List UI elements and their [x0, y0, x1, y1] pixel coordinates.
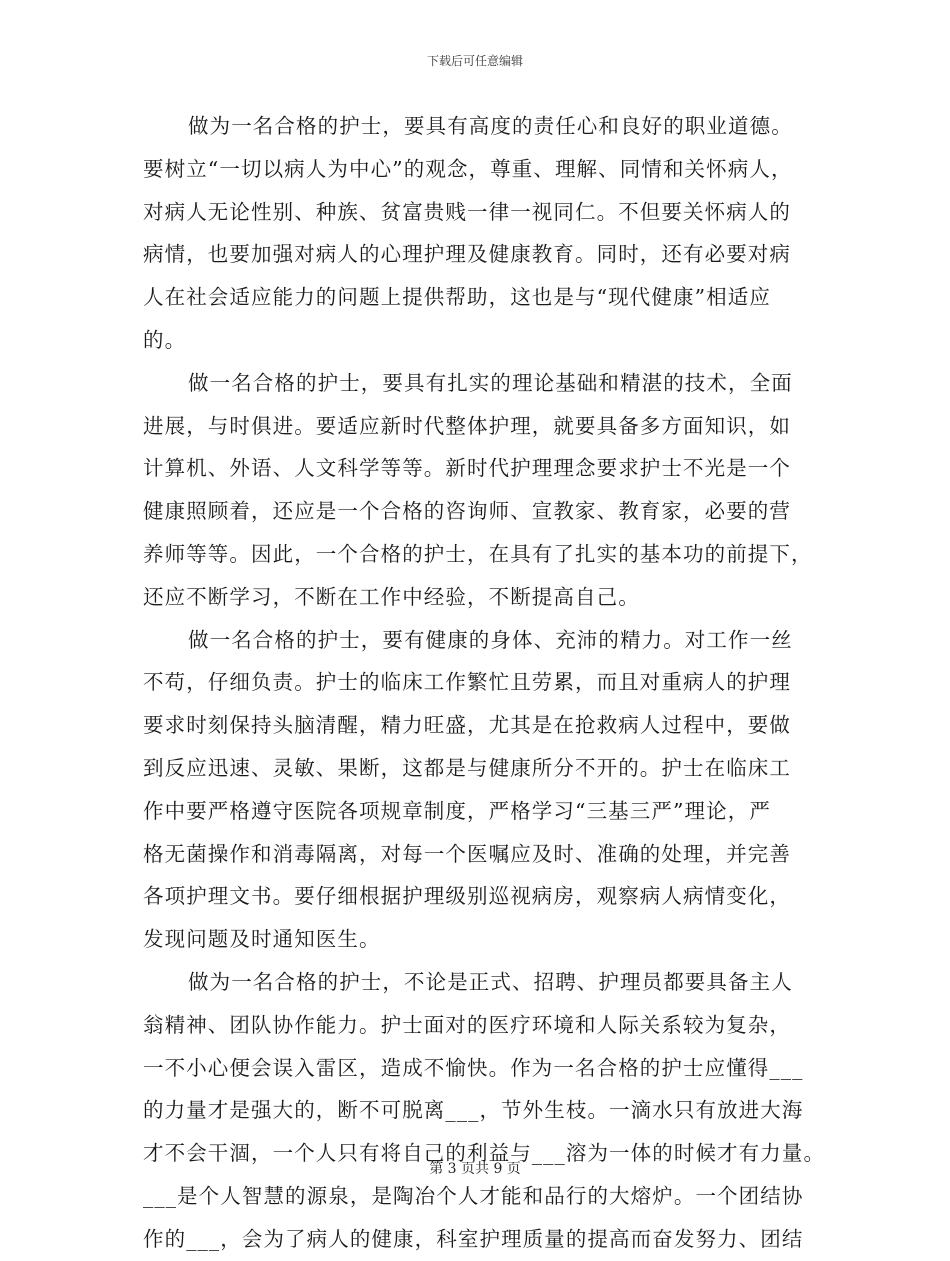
- text-line: 做一名合格的护士，要具有扎实的理论基础和精湛的技术，全面: [188, 370, 793, 395]
- text-line: 进展，与时俱进。要适应新时代整体护理，就要具备多方面知识，如: [143, 413, 791, 438]
- page-header-note: 下载后可任意编辑: [426, 54, 523, 68]
- text-line: 作的___，会为了病人的健康，科室护理质量的提高而奋发努力、团结: [143, 1226, 804, 1251]
- document-body: [143, 105, 826, 1261]
- text-line: 的。: [143, 327, 187, 352]
- text-line: 还应不断学习，不断在工作中经验，不断提高自己。: [143, 584, 640, 609]
- text-line: 才不会干涸，一个人只有将自己的利益与___溶为一体的时候才有力量。: [143, 1141, 826, 1166]
- text-line: 一不小心便会误入雷区，造成不愉快。作为一名合格的护士应懂得___: [143, 1055, 804, 1080]
- text-line: 做一名合格的护士，要有健康的身体、充沛的精力。对工作一丝: [188, 627, 793, 652]
- paragraph: [143, 619, 823, 961]
- text-line: 养师等等。因此，一个合格的护士，在具有了扎实的基本功的前提下，: [143, 541, 813, 566]
- text-line: 各项护理文书。要仔细根据护理级别巡视病房，观察病人病情变化，: [143, 884, 791, 909]
- text-line: 要求时刻保持头脑清醒，精力旺盛，尤其是在抢救病人过程中，要做: [143, 713, 791, 738]
- text-line: 计算机、外语、人文科学等等。新时代护理理念要求护士不光是一个: [143, 456, 791, 481]
- text-line: 发现问题及时通知医生。: [143, 927, 381, 952]
- text-line: 做为一名合格的护士，不论是正式、招聘、护理员都要具备主人: [188, 969, 793, 994]
- page-number-footer: 第 3 页共 9 页: [429, 1161, 521, 1177]
- paragraph: [143, 362, 823, 619]
- text-line: 病情，也要加强对病人的心理护理及健康教育。同时，还有必要对病: [143, 242, 791, 267]
- text-line: 的力量才是强大的，断不可脱离___，节外生枝。一滴水只有放进大海: [143, 1098, 804, 1123]
- text-line: 健康照顾着，还应是一个合格的咨询师、宣教家、教育家，必要的营: [143, 499, 791, 524]
- text-line: 作中要严格遵守医院各项规章制度，严格学习“三基三严”理论，严: [143, 798, 771, 823]
- text-line: 格无菌操作和消毒隔离，对每一个医嘱应及时、准确的处理，并完善: [143, 841, 791, 866]
- paragraph: [143, 105, 823, 362]
- text-line: 到反应迅速、灵敏、果断，这都是与健康所分不开的。护士在临床工: [143, 755, 791, 780]
- text-line: 要树立“一切以病人为中心”的观念，尊重、理解、同情和关怀病人，: [143, 156, 793, 181]
- text-line: 人在社会适应能力的问题上提供帮助，这也是与“现代健康”相适应: [143, 285, 771, 310]
- text-line: 做为一名合格的护士，要具有高度的责任心和良好的职业道德。: [188, 114, 793, 138]
- text-line: 对病人无论性别、种族、贫富贵贱一律一视同仁。不但要关怀病人的: [143, 199, 791, 224]
- text-line: ___是个人智慧的源泉，是陶冶个人才能和品行的大熔炉。一个团结协: [143, 1183, 804, 1208]
- text-line: 翁精神、团队协作能力。护士面对的医疗环境和人际关系较为复杂，: [143, 1012, 791, 1037]
- paragraph: [143, 961, 826, 1261]
- text-line: 不苟，仔细负责。护士的临床工作繁忙且劳累，而且对重病人的护理: [143, 670, 791, 695]
